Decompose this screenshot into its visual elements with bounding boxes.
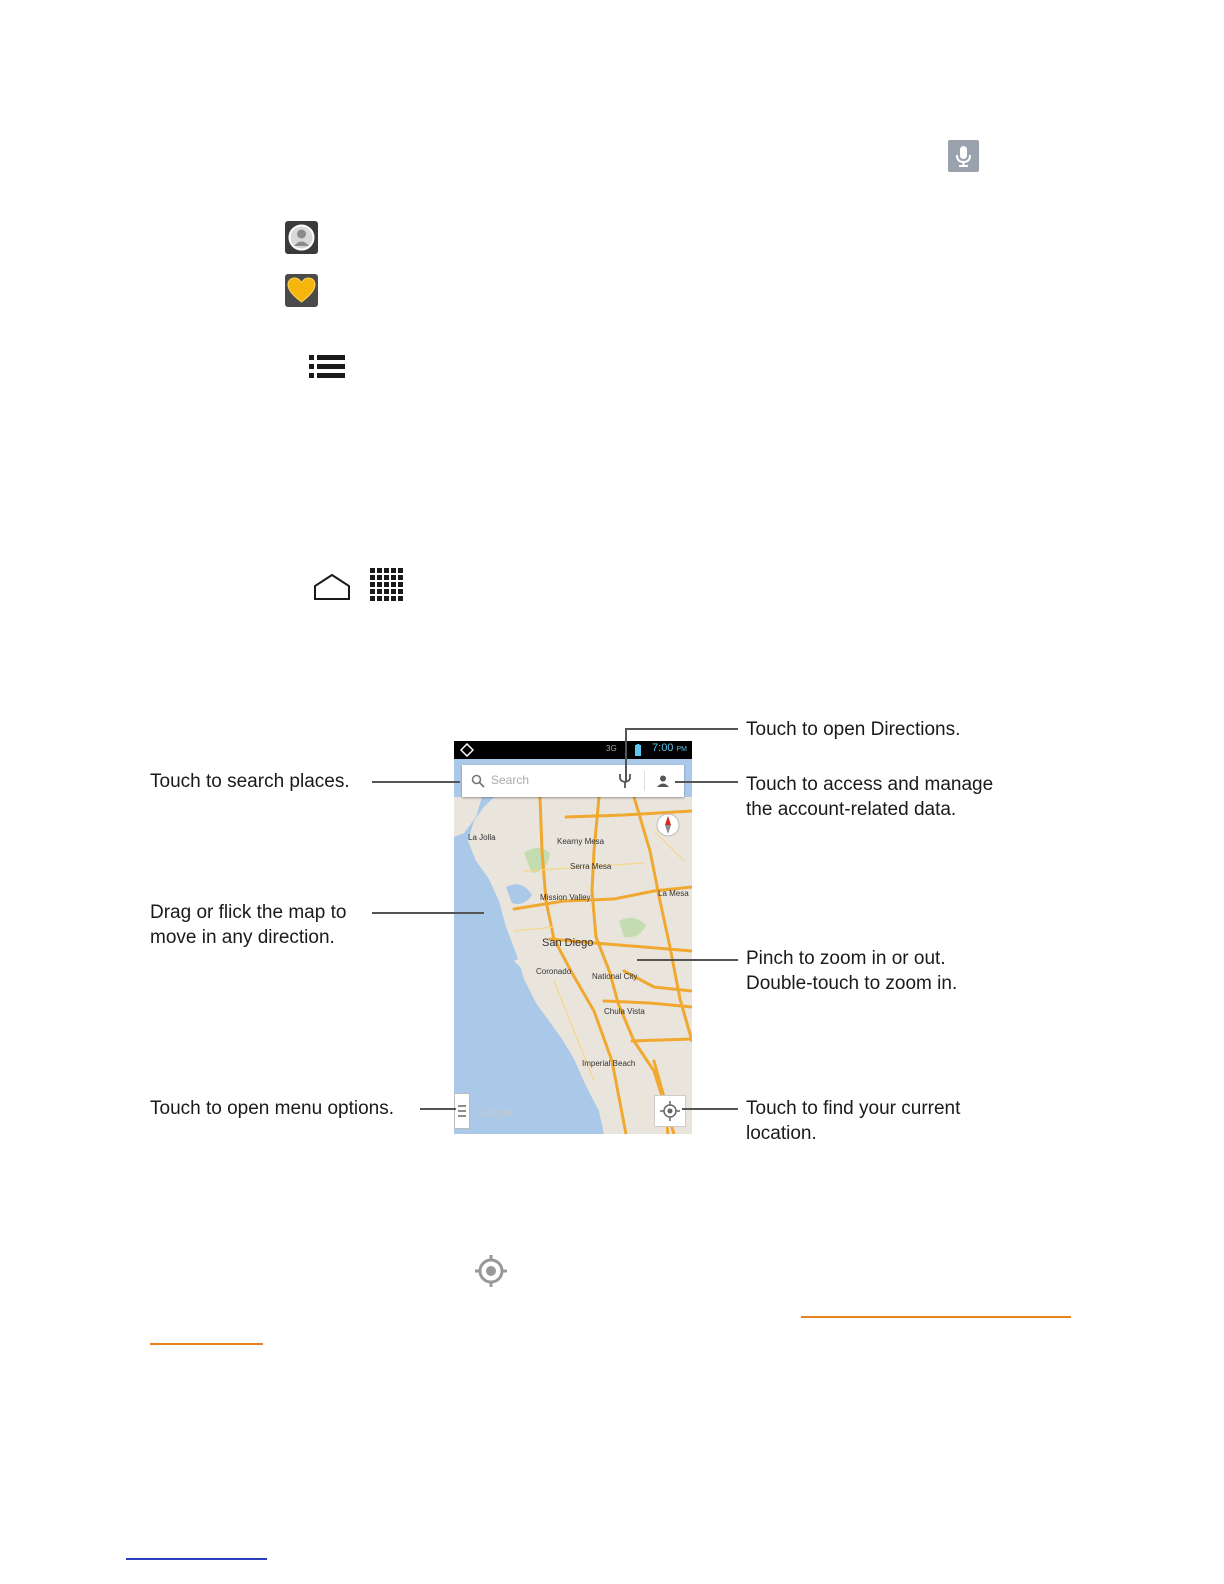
search-divider [644, 771, 645, 791]
apps-grid-dot [377, 582, 382, 587]
apps-icon [370, 568, 404, 602]
leader-line [675, 781, 738, 783]
apps-grid-dot [398, 568, 403, 573]
callout-directions: Touch to open Directions. [746, 719, 961, 740]
apps-grid-dot [384, 575, 389, 580]
apps-grid-dot [391, 568, 396, 573]
map-label: Kearny Mesa [557, 837, 605, 846]
map-label: Imperial Beach [582, 1059, 636, 1068]
apps-grid-dot [391, 575, 396, 580]
apps-grid-dot [391, 596, 396, 601]
apps-grid-dot [377, 568, 382, 573]
my-location-icon [474, 1254, 508, 1288]
menu-button[interactable] [454, 1093, 470, 1129]
apps-grid-dot [377, 596, 382, 601]
footer-link-underline[interactable] [126, 1558, 267, 1560]
callout-location: Touch to find your current location. [746, 1098, 961, 1144]
network-label: 3G [606, 744, 617, 753]
search-input[interactable]: Search [491, 773, 530, 787]
apps-grid-dot [398, 582, 403, 587]
apps-grid-dot [370, 575, 375, 580]
leader-line [372, 912, 484, 914]
link-underline[interactable] [801, 1316, 1071, 1318]
status-bar [454, 741, 692, 759]
apps-grid-dot [391, 582, 396, 587]
apps-grid-dot [370, 568, 375, 573]
apps-grid-dot [384, 589, 389, 594]
apps-grid-dot [384, 582, 389, 587]
apps-grid-dot [398, 596, 403, 601]
map-label: San Diego [542, 937, 594, 949]
apps-grid-dot [370, 589, 375, 594]
navigation-diamond-icon [460, 743, 474, 757]
account-icon[interactable] [656, 774, 670, 788]
apps-grid-dot [377, 575, 382, 580]
account-icon [285, 221, 318, 254]
callout-menu: Touch to open menu options. [150, 1098, 395, 1119]
leader-line [420, 1108, 456, 1110]
apps-grid-dot [384, 596, 389, 601]
map-label: Coronado [536, 967, 572, 976]
apps-grid-dot [377, 589, 382, 594]
leader-line [625, 728, 627, 782]
search-bar[interactable] [462, 765, 684, 797]
leader-line [372, 781, 460, 783]
maps-screen [454, 741, 692, 1134]
battery-icon [634, 744, 642, 756]
apps-grid-dot [370, 596, 375, 601]
list-icon [309, 353, 345, 381]
callout-search: Touch to search places. [150, 771, 350, 792]
callout-drag: Drag or flick the map to move in any direction. [150, 902, 347, 948]
map-label: Mission Valley [540, 893, 591, 902]
map-logo: Google [476, 1107, 512, 1119]
apps-grid-dot [391, 589, 396, 594]
leader-line [626, 728, 738, 730]
map-label: Serra Mesa [570, 862, 612, 871]
menu-icon [455, 1094, 469, 1128]
map-label: La Jolla [468, 833, 496, 842]
status-time: 7:00 PM [652, 742, 687, 754]
microphone-icon [948, 140, 979, 172]
link-underline[interactable] [150, 1343, 263, 1345]
callout-account: Touch to access and manage the account-related data. [746, 774, 994, 820]
map-label: National City [592, 972, 638, 981]
search-icon [471, 774, 485, 788]
leader-line [682, 1108, 738, 1110]
map-label: La Mesa [658, 889, 689, 898]
home-icon [313, 572, 351, 602]
apps-grid-dot [398, 589, 403, 594]
leader-line [637, 959, 738, 961]
heart-icon [285, 274, 318, 307]
callout-pinch: Pinch to zoom in or out. Double-touch to zoom in. [746, 948, 958, 994]
map-label: Chula Vista [604, 1007, 645, 1016]
apps-grid-dot [370, 582, 375, 587]
apps-grid-dot [398, 575, 403, 580]
my-location-icon [655, 1096, 685, 1126]
apps-grid-dot [384, 568, 389, 573]
my-location-button[interactable] [654, 1095, 686, 1127]
